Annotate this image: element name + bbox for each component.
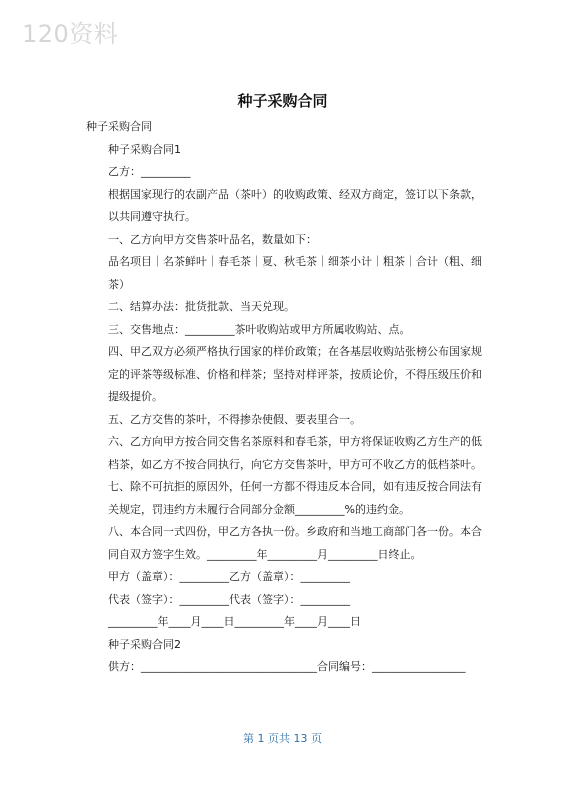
tea-items-line: 品名项目｜名茶鲜叶｜春毛茶｜夏、秋毛茶｜细茶小计｜粗茶｜合计（粗、细茶）	[108, 255, 482, 291]
document-body	[86, 116, 486, 679]
clause-3: 三、交售地点：_________茶叶收购站或甲方所属收购站、点。	[108, 322, 411, 336]
clause-1: 一、乙方向甲方交售茶叶品名，数量如下：	[108, 232, 317, 246]
party-b-line: 乙方：_________	[108, 165, 191, 178]
contract-number-line: 种子采购合同1	[108, 142, 181, 156]
page-indicator: 第 1 页共 13 页	[243, 732, 322, 745]
clause-6: 六、乙方向甲方按合同交售名茶原料和春毛茶，甲方将保证收购乙方生产的低档茶，如乙方不按合同执行，向它方交售茶叶，甲方可不收乙方的低档茶叶。	[108, 435, 482, 471]
date-line: _________年____月____日_________年____月____日	[108, 615, 361, 628]
seal-line: 甲方（盖章）：_________乙方（盖章）：_________	[108, 570, 350, 583]
preamble-paragraph: 根据国家现行的农副产品（茶叶）的收购政策、经双方商定，签订以下条款，以共同遵守执行。	[108, 187, 482, 223]
document-title: 种子采购合同	[237, 92, 328, 110]
watermark-logo: 120资料	[22, 20, 119, 48]
clause-7: 七、除不可抗拒的原因外，任何一方都不得违反本合同，如有违反按合同法有关规定，罚违约方未履行合同部分金额_________%的违约金。	[108, 480, 482, 516]
clause-2: 二、结算办法：批货批款、当天兑现。	[108, 300, 295, 313]
clause-8: 八、本合同一式四份，甲乙方各执一份。乡政府和当地工商部门各一份。本合同自双方签字生效。_________年_________月_________日终止。	[108, 525, 482, 561]
supplier-line: 供方：________________________________合同编号：_________________	[108, 660, 466, 673]
clause-4: 四、甲乙双方必须严格执行国家的样价政策；在各基层收购站张榜公布国家规定的评茶等级标准、价格和样茶；坚持对样评茶，按质论价，不得压级压价和提级提价。	[108, 345, 482, 403]
signature-line: 代表（签字）：_________代表（签字）：_________	[108, 592, 350, 606]
clause-5: 五、乙方交售的茶叶，不得掺杂使假、要表里合一。	[108, 412, 361, 426]
contract-2-heading: 种子采购合同2	[108, 637, 181, 651]
doc-heading-line: 种子采购合同	[86, 120, 152, 133]
